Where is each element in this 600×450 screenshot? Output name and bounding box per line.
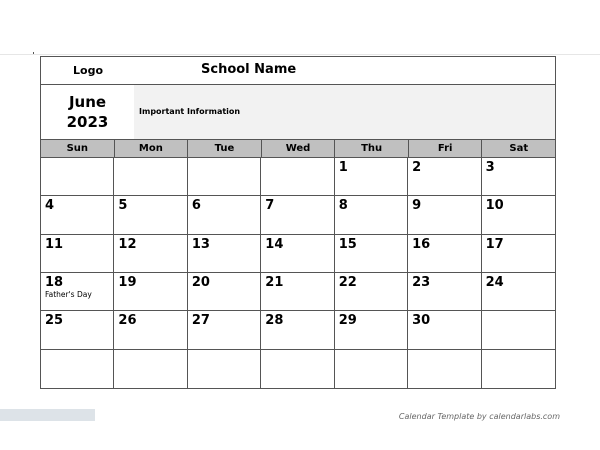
day-cell bbox=[188, 235, 261, 273]
month-name: June bbox=[68, 93, 107, 111]
month-row bbox=[41, 85, 555, 139]
day-number: 18 bbox=[45, 274, 64, 290]
day-cell bbox=[188, 311, 261, 349]
footer-credit: Calendar Template by calendarlabs.com bbox=[398, 412, 560, 421]
logo-label: Logo bbox=[73, 64, 103, 77]
month-year: 2023 bbox=[66, 113, 109, 131]
day-cell bbox=[335, 311, 408, 349]
day-cell bbox=[408, 311, 481, 349]
day-event: Father's Day bbox=[45, 289, 92, 299]
day-cell bbox=[188, 158, 261, 196]
day-cell bbox=[114, 196, 187, 234]
weekday-sun: Sun bbox=[41, 140, 115, 157]
day-cell bbox=[41, 196, 114, 234]
day-number: 21 bbox=[265, 274, 284, 290]
day-number: 17 bbox=[485, 236, 504, 252]
day-number: 25 bbox=[45, 313, 64, 329]
day-number: 20 bbox=[191, 274, 210, 290]
day-number: 28 bbox=[265, 313, 284, 329]
day-number: 9 bbox=[412, 198, 422, 214]
day-cell bbox=[41, 311, 114, 349]
day-cell bbox=[335, 350, 408, 388]
day-grid bbox=[41, 158, 555, 388]
day-number: 4 bbox=[45, 198, 55, 214]
school-name: School Name bbox=[201, 62, 297, 77]
weekday-tue: Tue bbox=[188, 140, 262, 157]
day-cell bbox=[408, 235, 481, 273]
day-cell bbox=[335, 273, 408, 311]
day-cell bbox=[41, 350, 114, 388]
day-cell bbox=[41, 273, 114, 311]
weekday-thu: Thu bbox=[335, 140, 409, 157]
day-number: 1 bbox=[338, 160, 348, 175]
day-number: 6 bbox=[191, 198, 201, 214]
day-number: 26 bbox=[118, 313, 137, 329]
day-number: 12 bbox=[118, 236, 137, 252]
day-cell bbox=[41, 158, 114, 196]
day-cell bbox=[114, 158, 187, 196]
calendar bbox=[40, 56, 556, 389]
day-number: 19 bbox=[118, 274, 137, 290]
important-info-box bbox=[134, 85, 555, 139]
day-number: 10 bbox=[485, 198, 504, 214]
day-number: 7 bbox=[265, 198, 275, 214]
day-cell bbox=[188, 196, 261, 234]
day-cell bbox=[261, 311, 334, 349]
day-cell bbox=[408, 273, 481, 311]
day-number: 15 bbox=[338, 236, 357, 252]
day-cell bbox=[408, 350, 481, 388]
day-number: 13 bbox=[191, 236, 210, 252]
day-cell bbox=[114, 273, 187, 311]
day-number: 24 bbox=[485, 274, 504, 290]
weekday-header bbox=[41, 139, 555, 158]
day-cell bbox=[482, 350, 555, 388]
day-number: 16 bbox=[412, 236, 431, 252]
day-cell bbox=[261, 350, 334, 388]
calendar-header bbox=[41, 57, 555, 85]
day-cell bbox=[261, 158, 334, 196]
day-number: 29 bbox=[338, 313, 357, 329]
day-cell bbox=[335, 158, 408, 196]
day-cell bbox=[261, 196, 334, 234]
page-mark bbox=[33, 52, 34, 54]
day-number: 22 bbox=[338, 274, 357, 290]
day-cell bbox=[482, 158, 555, 196]
weekday-sat: Sat bbox=[509, 143, 529, 154]
day-cell bbox=[482, 273, 555, 311]
day-cell bbox=[408, 196, 481, 234]
day-cell bbox=[188, 350, 261, 388]
day-number: 14 bbox=[265, 236, 284, 252]
day-cell bbox=[335, 196, 408, 234]
day-cell bbox=[261, 273, 334, 311]
day-cell bbox=[188, 273, 261, 311]
day-number: 30 bbox=[412, 313, 431, 329]
day-number: 8 bbox=[338, 198, 348, 214]
weekday-mon: Mon bbox=[115, 140, 189, 157]
day-number: 3 bbox=[485, 160, 495, 175]
month-title bbox=[41, 85, 134, 139]
day-cell bbox=[408, 158, 481, 196]
day-cell bbox=[41, 235, 114, 273]
day-number: 5 bbox=[118, 198, 128, 214]
day-cell bbox=[482, 196, 555, 234]
weekday-wed: Wed bbox=[262, 140, 336, 157]
day-cell bbox=[335, 235, 408, 273]
day-cell bbox=[114, 235, 187, 273]
day-number: 11 bbox=[45, 236, 64, 252]
day-number: 23 bbox=[412, 274, 431, 290]
day-cell bbox=[114, 350, 187, 388]
weekday-fri: Fri bbox=[409, 140, 483, 157]
important-info-label: Important Information bbox=[139, 107, 241, 116]
gray-bar bbox=[0, 409, 95, 421]
day-cell bbox=[114, 311, 187, 349]
day-cell bbox=[261, 235, 334, 273]
day-number: 27 bbox=[191, 313, 210, 329]
day-number: 2 bbox=[412, 160, 422, 175]
day-cell bbox=[482, 311, 555, 349]
day-cell bbox=[482, 235, 555, 273]
page-divider bbox=[0, 54, 600, 55]
